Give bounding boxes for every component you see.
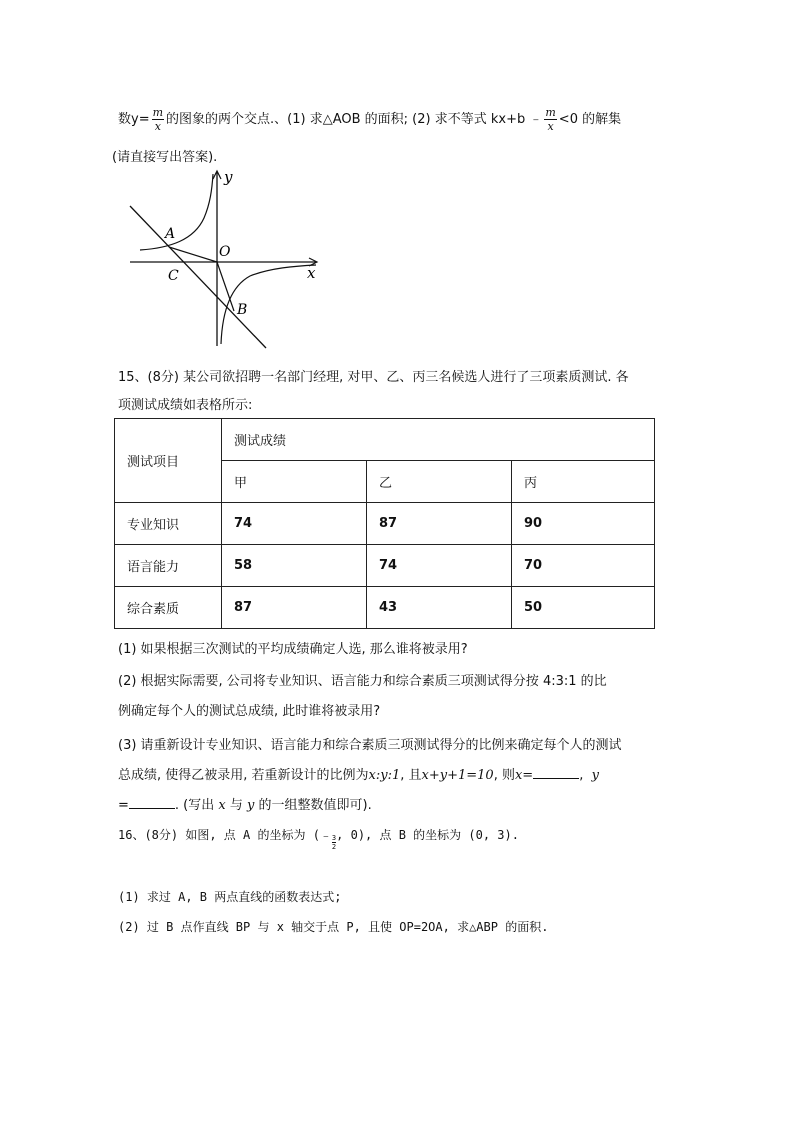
header-candidate-jia: 甲 <box>222 461 367 503</box>
q15-intro-line2: 项测试成绩如表格所示: <box>118 398 253 413</box>
score-cell: 74 <box>222 503 367 545</box>
score-cell: 50 <box>512 587 655 629</box>
header-test-item: 测试项目 <box>115 419 222 503</box>
score-table <box>114 418 655 629</box>
q16-part2: (2) 过 B 点作直线 BP 与 x 轴交于点 P, 且使 OP=2OA, 求△ABP 的面积. <box>118 920 549 934</box>
row-label: 专业知识 <box>115 503 222 545</box>
label-y: y <box>224 168 233 186</box>
fraction-three-halves: $\frac{3}{2}$ <box>331 834 337 851</box>
table-row <box>115 503 655 545</box>
q14-line1 <box>118 106 621 133</box>
q14-line1-suffix: <0 的解集 <box>558 112 622 127</box>
q15-part3-line1: (3) 请重新设计专业知识、语言能力和综合素质三项测试得分的比例来确定每个人的测试 <box>118 738 622 753</box>
fraction-m-over-x: $\frac{m}{x}$ <box>152 106 164 133</box>
score-cell: 87 <box>367 503 512 545</box>
score-cell: 43 <box>367 587 512 629</box>
sum-equation: x+y+1=10 <box>421 768 494 783</box>
q15-part3-line3: = . (写出 x 与 y 的一组整数值即可). <box>118 798 372 813</box>
label-A: A <box>165 226 176 242</box>
row-label: 语言能力 <box>115 545 222 587</box>
answer-blank-x[interactable] <box>533 766 579 779</box>
header-test-scores: 测试成绩 <box>222 419 655 461</box>
header-candidate-yi: 乙 <box>367 461 512 503</box>
q15-intro-line1: 15、(8分) 某公司欲招聘一名部门经理, 对甲、乙、丙三名候选人进行了三项素质测试. 各 <box>118 370 629 385</box>
fraction-m-over-x-2: $\frac{m}{x}$ <box>545 106 556 133</box>
score-cell: 87 <box>222 587 367 629</box>
score-cell: 90 <box>512 503 655 545</box>
answer-blank-y[interactable] <box>129 796 175 809</box>
row-label: 综合素质 <box>115 587 222 629</box>
q15-part3-line2: 总成绩, 使得乙被录用, 若重新设计的比例为x:y:1, 且x+y+1=10, 则x= , y <box>118 768 599 783</box>
score-cell: 70 <box>512 545 655 587</box>
q14-line1-mid: 的图象的两个交点.、(1) 求△AOB 的面积; (2) 求不等式 kx+b ﹣ <box>166 112 543 127</box>
label-O: O <box>219 244 231 260</box>
q15-part2-line1: (2) 根据实际需要, 公司将专业知识、语言能力和综合素质三项测试得分按 4:3:1 的比 <box>118 674 607 689</box>
segment-OB <box>217 262 234 311</box>
q14-graph <box>120 168 340 350</box>
score-cell: 74 <box>367 545 512 587</box>
table-row <box>115 587 655 629</box>
hyperbola-branch-lower <box>221 265 316 344</box>
header-candidate-bing: 丙 <box>512 461 655 503</box>
label-x: x <box>307 264 316 282</box>
label-C: C <box>168 268 179 284</box>
q14-line1-prefix: 数y= <box>118 112 150 127</box>
score-cell: 58 <box>222 545 367 587</box>
q15-part2-line2: 例确定每个人的测试总成绩, 此时谁将被录用? <box>118 704 381 719</box>
q16-part1: (1) 求过 A, B 两点直线的函数表达式; <box>118 890 342 904</box>
q15-part1: (1) 如果根据三次测试的平均成绩确定人选, 那么谁将被录用? <box>118 642 468 657</box>
table-row <box>115 545 655 587</box>
hyperbola-branch-upper <box>140 174 213 250</box>
q16-line1: 16、(8分) 如图, 点 A 的坐标为 (﹣ $\frac{3}{2}$ , 0), 点 B 的坐标为 (0, 3). <box>118 828 519 851</box>
q14-line2: (请直接写出答案). <box>112 150 218 165</box>
ratio-expression: x:y:1 <box>368 768 401 783</box>
label-B: B <box>237 302 248 318</box>
